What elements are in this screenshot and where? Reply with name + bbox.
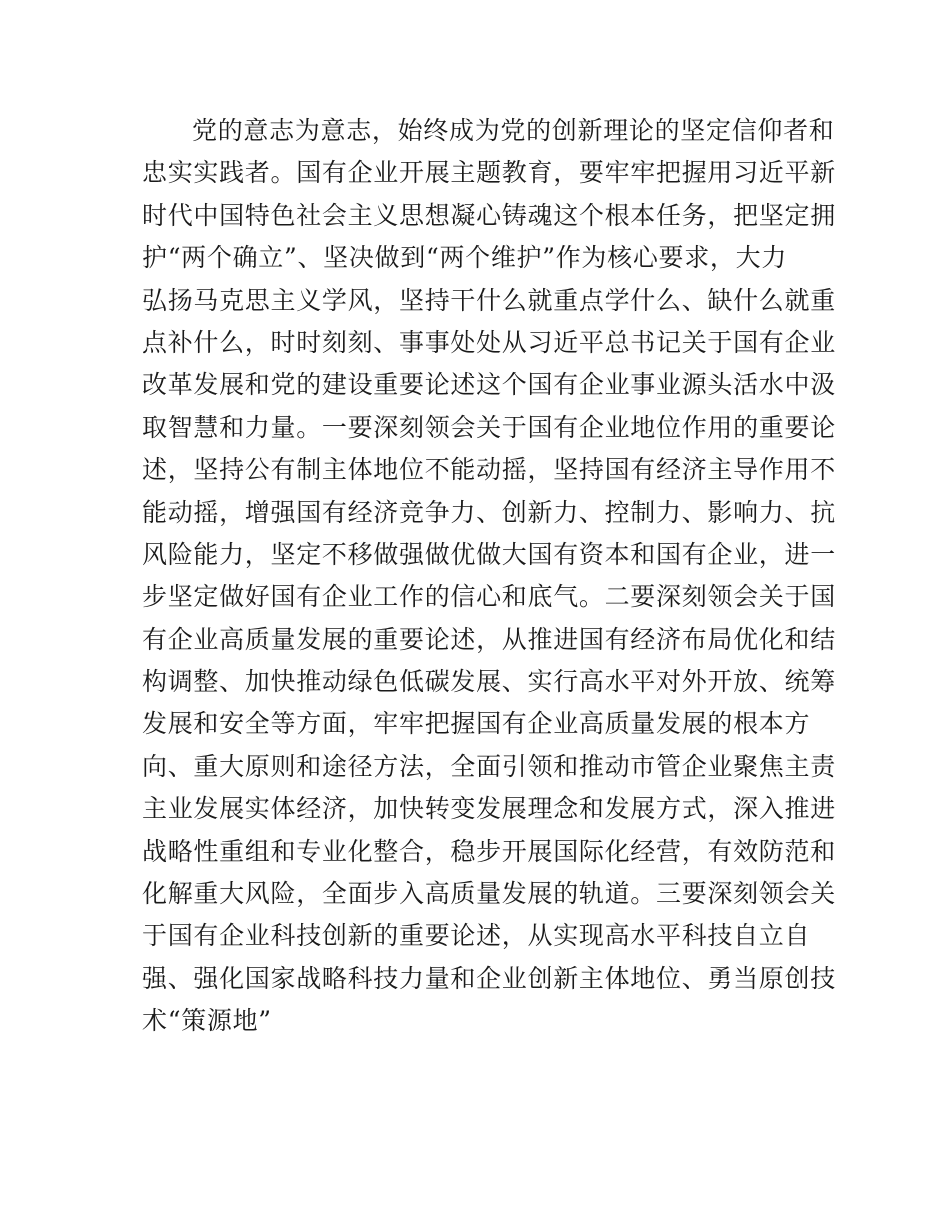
text-line: 点补什么，时时刻刻、事事处处从习近平总书记关于国有企业 <box>142 327 836 357</box>
text-line: 改革发展和党的建设重要论述这个国有企业事业源头活水中汲 <box>142 370 836 400</box>
text-line: 党的意志为意志，始终成为党的创新理论的坚定信仰者和 <box>192 116 835 145</box>
text-line: 化解重大风险，全面步入高质量发展的轨道。三要深刻领会关 <box>142 879 836 909</box>
text-line: 取智慧和力量。一要深刻领会关于国有企业地位作用的重要论 <box>142 412 836 442</box>
text-line: 术“策源地” <box>142 1006 272 1036</box>
text-line: 忠实实践者。国有企业开展主题教育，要牢牢把握用习近平新 <box>142 158 836 188</box>
text-line: 构调整、加快推动绿色低碳发展、实行高水平对外开放、统筹 <box>142 667 836 697</box>
text-line: 于国有企业科技创新的重要论述，从实现高水平科技自立自 <box>142 921 811 951</box>
text-line: 步坚定做好国有企业工作的信心和底气。二要深刻领会关于国 <box>142 582 836 612</box>
text-line: 战略性重组和专业化整合，稳步开展国际化经营，有效防范和 <box>142 836 836 866</box>
text-line: 风险能力，坚定不移做强做优做大国有资本和国有企业，进一 <box>142 539 836 569</box>
text-line: 弘扬马克思主义学风，坚持干什么就重点学什么、缺什么就重 <box>142 285 836 315</box>
body-text <box>142 110 836 1043</box>
text-line: 护“两个确立”、坚决做到“两个维护”作为核心要求，大力 <box>142 243 788 273</box>
text-line: 时代中国特色社会主义思想凝心铸魂这个根本任务，把坚定拥 <box>142 200 836 230</box>
text-line: 述，坚持公有制主体地位不能动摇，坚持国有经济主导作用不 <box>142 455 836 485</box>
text-line: 能动摇，增强国有经济竞争力、创新力、控制力、影响力、抗 <box>142 497 836 527</box>
text-line: 主业发展实体经济，加快转变发展理念和发展方式，深入推进 <box>142 794 836 824</box>
text-line: 有企业高质量发展的重要论述，从推进国有经济布局优化和结 <box>142 624 836 654</box>
text-line: 发展和安全等方面，牢牢把握国有企业高质量发展的根本方 <box>142 709 811 739</box>
text-line: 强、强化国家战略科技力量和企业创新主体地位、勇当原创技 <box>142 963 836 993</box>
text-line: 向、重大原则和途径方法，全面引领和推动市管企业聚焦主责 <box>142 751 836 781</box>
